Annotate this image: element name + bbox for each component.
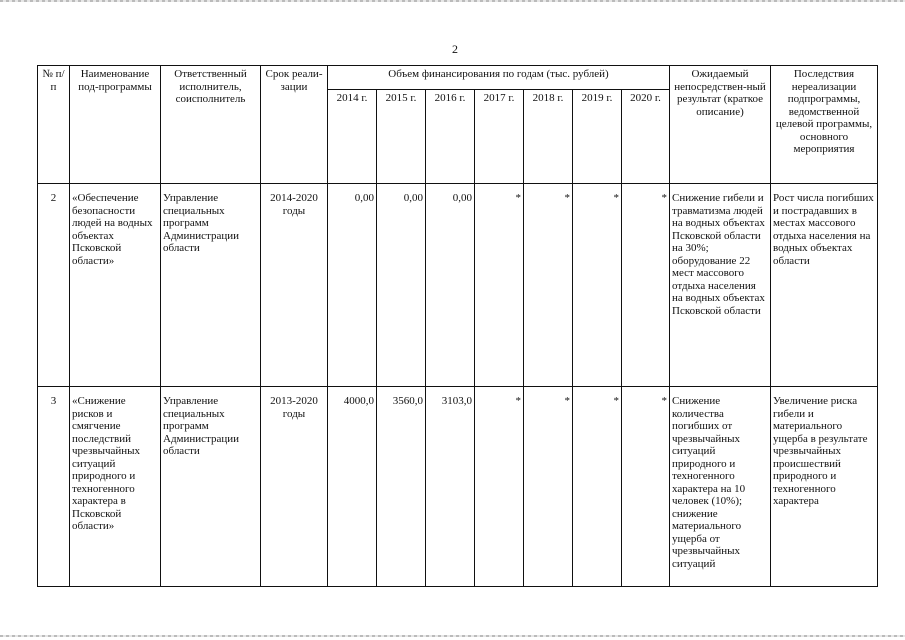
header-financing: Объем финансирования по годам (тыс. рублей) xyxy=(328,66,670,90)
scan-edge-top xyxy=(0,0,905,2)
row-value: * xyxy=(524,184,573,387)
header-term: Срок реали-зации xyxy=(261,66,328,184)
row-value: 4000,0 xyxy=(328,387,377,587)
row-subprogram-name: «Снижение рисков и смягчение последствий чрезвычайных ситуаций природного и техногенного характера в Псковской области» xyxy=(70,387,161,587)
row-value: * xyxy=(622,184,670,387)
row-executor: Управление специальных программ Администрации области xyxy=(161,184,261,387)
row-value: 3560,0 xyxy=(377,387,426,587)
row-consequences: Рост числа погибших и пострадавших в местах массового отдыха населения на водных объектах области xyxy=(771,184,878,387)
row-value: 3103,0 xyxy=(426,387,475,587)
financing-table xyxy=(37,65,878,587)
header-year: 2014 г. xyxy=(328,90,377,184)
row-value: * xyxy=(475,387,524,587)
row-value: * xyxy=(573,387,622,587)
row-value: * xyxy=(475,184,524,387)
row-executor: Управление специальных программ Администрации области xyxy=(161,387,261,587)
scan-edge-bottom xyxy=(0,635,905,637)
header-year: 2018 г. xyxy=(524,90,573,184)
row-value: 0,00 xyxy=(426,184,475,387)
header-year: 2016 г. xyxy=(426,90,475,184)
row-term: 2013-2020 годы xyxy=(261,387,328,587)
row-value: 0,00 xyxy=(377,184,426,387)
header-consequences: Последствия нереализации подпрограммы, ведомственной целевой программы, основного мероприятия xyxy=(771,66,878,184)
header-executor: Ответственный исполнитель, соисполнитель xyxy=(161,66,261,184)
row-value: 0,00 xyxy=(328,184,377,387)
row-term: 2014-2020 годы xyxy=(261,184,328,387)
row-subprogram-name: «Обеспечение безопасности людей на водных объектах Псковской области» xyxy=(70,184,161,387)
header-year: 2015 г. xyxy=(377,90,426,184)
row-value: * xyxy=(573,184,622,387)
row-value: * xyxy=(524,387,573,587)
row-num: 2 xyxy=(38,184,70,387)
table-row xyxy=(38,387,878,587)
header-expected-result: Ожидаемый непосредствен-ный результат (краткое описание) xyxy=(670,66,771,184)
header-subprogram-name: Наименование под-программы xyxy=(70,66,161,184)
row-num: 3 xyxy=(38,387,70,587)
table-row xyxy=(38,184,878,387)
header-year: 2017 г. xyxy=(475,90,524,184)
row-expected-result: Снижение количества погибших от чрезвычайных ситуаций природного и техногенного характера на 10 человек (10%); снижение материального ущерба от чрезвычайных ситуаций xyxy=(670,387,771,587)
row-consequences: Увеличение риска гибели и материального ущерба в результате чрезвычайных происшествий природного и техногенного характера xyxy=(771,387,878,587)
row-value: * xyxy=(622,387,670,587)
row-expected-result: Снижение гибели и травматизма людей на водных объектах Псковской области на 30%; оборудование 22 мест массового отдыха населения на водных объектах Псковской области xyxy=(670,184,771,387)
page-number: 2 xyxy=(452,42,458,56)
header-year: 2019 г. xyxy=(573,90,622,184)
header-year: 2020 г. xyxy=(622,90,670,184)
header-num: № п/п xyxy=(38,66,70,184)
